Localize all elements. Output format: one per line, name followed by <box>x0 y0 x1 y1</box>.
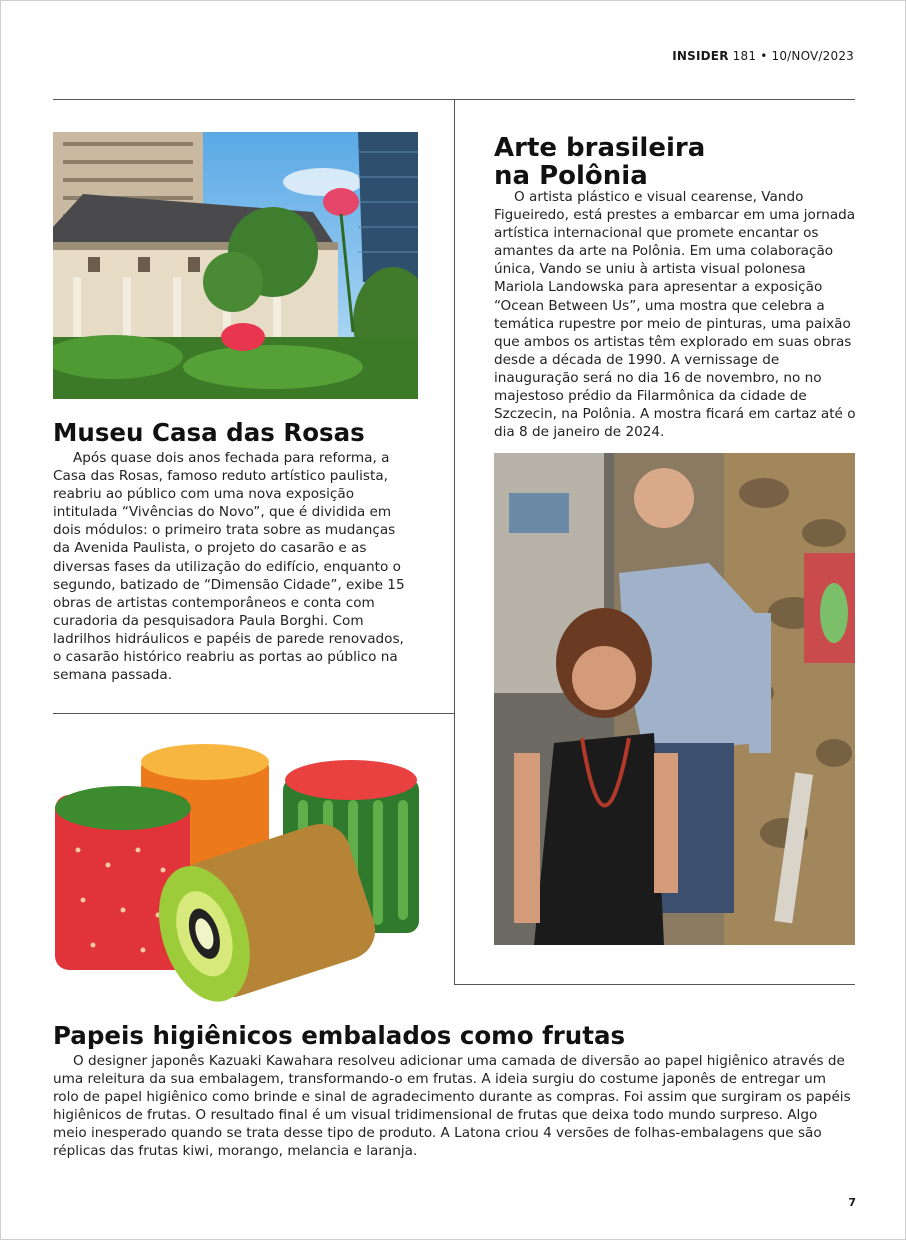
page-header <box>672 49 854 63</box>
arte-polonia-body: O artista plástico e visual cearense, Vando Figueiredo, está prestes a embarcar em uma jornada artística internacional que promete encantar os amantes da arte na Polônia. Em uma colaboração única, Vando se uniu à artista visual polonesa Mariola Landowska para apresentar a exposição “Ocean Between Us”, uma mostra que celebra a temática rupestre por meio de pinturas, uma paixão que ambos os artistas têm explorado em suas obras desde a década de 1990. A vernissage de inauguração será no dia 16 de novembro, no no majestoso prédio da Filarmônica da cidade de Szczecin, na Polônia. A mostra ficará em cartaz até o dia 8 de janeiro de 2024. <box>494 189 856 441</box>
artists-photo <box>494 453 855 945</box>
right-bottom-rule <box>454 984 855 985</box>
column-divider <box>454 99 455 985</box>
left-section-rule <box>53 713 454 714</box>
arte-polonia-title-line1: Arte brasileira <box>494 133 706 163</box>
arte-polonia-title-line2: na Polônia <box>494 161 648 191</box>
issue-number: 181 <box>732 49 757 63</box>
page-number: 7 <box>848 1196 856 1209</box>
arte-polonia-title <box>494 134 705 190</box>
casa-rosas-title: Museu Casa das Rosas <box>53 418 365 447</box>
papeis-body: O designer japonês Kazuaki Kawahara resolveu adicionar uma camada de diversão ao papel higiênico através de uma releitura da sua embalagem, transformando-o em frutas. A ideia surgiu do costume japonês de entregar um rolo de papel higiênico como brinde e sinal de agradecimento durante as compras. Foi assim que surgiram os papéis higiênicos de frutas. O resultado final é um visual tridimensional de frutas que deixa todo mundo surpreso. Algo meio inesperado quando se trata desse tipo de produto. A Latona criou 4 versões de folhas-embalagens que são réplicas das frutas kiwi, morango, melancia e laranja. <box>53 1053 851 1160</box>
papeis-title: Papeis higiênicos embalados como frutas <box>53 1021 626 1050</box>
header-separator: • <box>760 49 768 63</box>
casa-rosas-body: Após quase dois anos fechada para reforma, a Casa das Rosas, famoso reduto artístico paulista, reabriu ao público com uma nova exposição intitulada “Vivências do Novo”, que é dividida em dois módulos: o primeiro trata sobre as mudanças da Avenida Paulista, o projeto do casarão e as diversas fases da utilização do edifício, enquanto o segundo, batizado de “Dimensão Cidade”, exibe 15 obras de artistas contemporâneos e conta com curadoria da pesquisadora Paula Borghi. Com ladrilhos hidráulicos e papéis de parede renovados, o casarão histórico reabriu as portas ao público na semana passada. <box>53 450 405 684</box>
casa-das-rosas-photo <box>53 132 418 399</box>
issue-date: 10/NOV/2023 <box>771 49 854 63</box>
magazine-name: INSIDER <box>672 49 729 63</box>
fruit-toilet-paper-photo <box>53 740 423 1010</box>
